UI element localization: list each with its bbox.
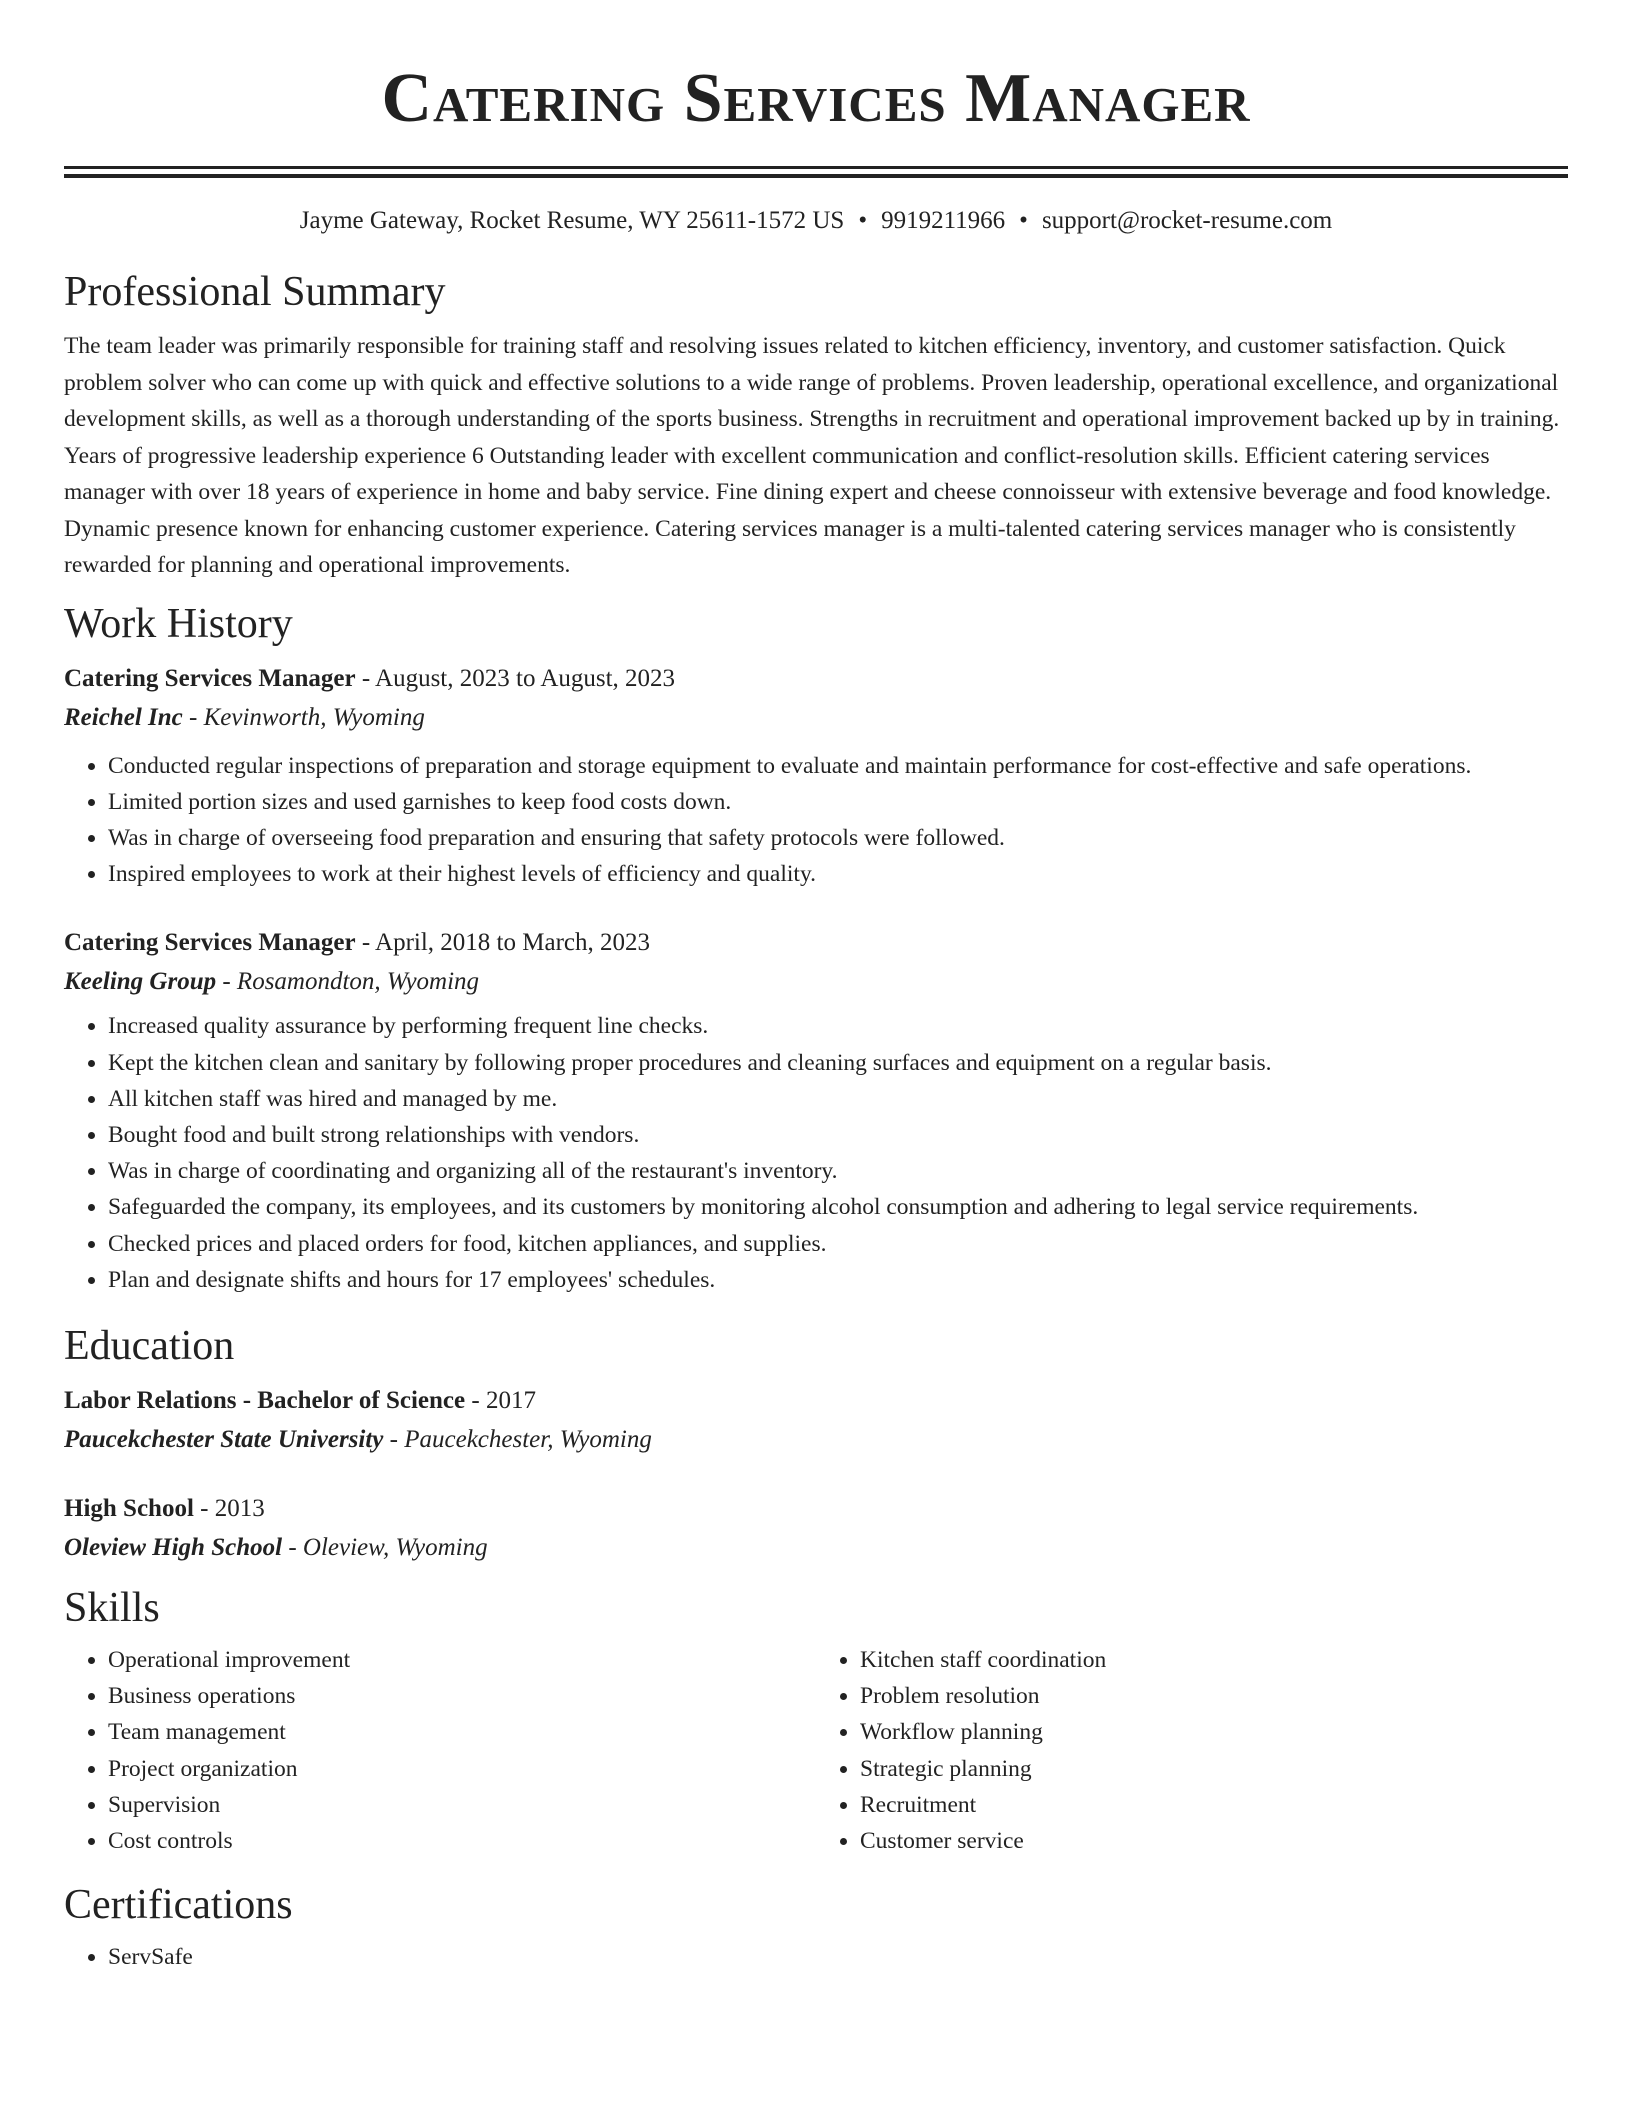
education-degree: High School — [64, 1494, 194, 1522]
skills-list-right — [816, 1642, 1568, 1859]
contact-address: Jayme Gateway, Rocket Resume, WY 25611-1572 US — [299, 207, 845, 234]
summary-text: The team leader was primarily responsible for training staff and resolving issues related to kitchen efficiency, inventory, and customer satisfaction. Quick problem solver who can come up with quick and effective solutions to a wide range of problems. Proven leadership, operational excellence, and organizational development skills, as well as a thorough understanding of the sports business. Strengths in recruitment and operational improvement backed up by in training. Years of progressive leadership experience 6 Outstanding leader with excellent communication and conflict-resolution skills. Efficient catering services manager with over 18 years of experience in home and baby service. Fine dining expert and cheese connoisseur with extensive beverage and food knowledge. Dynamic presence known for enhancing customer experience. Catering services manager is a multi-talented catering services manager who is consistently rewarded for planning and operational improvements. — [64, 333, 1560, 578]
skill-item: • Kitchen staff coordination — [860, 1642, 1568, 1678]
summary-heading: Professional Summary — [64, 269, 446, 315]
job-header — [64, 924, 1568, 962]
job-company: Reichel Inc — [64, 703, 183, 731]
skills-heading: Skills — [64, 1584, 160, 1631]
skill-item: • Customer service — [860, 1823, 1568, 1859]
education-degree-line — [64, 1490, 1568, 1528]
contact-separator: • — [858, 207, 868, 234]
resume-title: Catering Services Manager — [381, 60, 1251, 137]
job-title: Catering Services Manager — [64, 664, 356, 692]
education-year: - 2013 — [200, 1494, 265, 1522]
list-item: • Bought food and built strong relationships with vendors. — [108, 1117, 1568, 1153]
job-location: - Rosamondton, Wyoming — [222, 968, 480, 996]
list-item: • Plan and designate shifts and hours for 17 employees' schedules. — [108, 1262, 1568, 1298]
list-item: • Was in charge of coordinating and organizing all of the restaurant's inventory. — [108, 1153, 1568, 1189]
list-item: • Conducted regular inspections of preparation and storage equipment to evaluate and maintain performance for cost-effective and safe operations. — [108, 748, 1568, 784]
job-dates: - April, 2018 to March, 2023 — [361, 929, 650, 957]
skill-item: • Supervision — [108, 1787, 816, 1823]
job-company-line — [64, 962, 1568, 1002]
skill-item: • Workflow planning — [860, 1714, 1568, 1750]
job-bullets — [64, 748, 1568, 893]
certifications-list — [64, 1939, 1568, 1975]
contact-phone: 9919211966 — [881, 207, 1006, 234]
skill-item: • Business operations — [108, 1678, 816, 1714]
list-item: • Kept the kitchen clean and sanitary by following proper procedures and cleaning surfaces and equipment on a regular basis. — [108, 1045, 1568, 1081]
education-school-line — [64, 1528, 1568, 1568]
job-dates: - August, 2023 to August, 2023 — [361, 664, 676, 692]
list-item: • Checked prices and placed orders for food, kitchen appliances, and supplies. — [108, 1226, 1568, 1262]
certification-item: • ServSafe — [108, 1939, 1568, 1975]
job-header — [64, 660, 1568, 698]
certifications-heading: Certifications — [64, 1882, 293, 1929]
education-heading: Education — [64, 1322, 235, 1369]
job-company-line — [64, 698, 1568, 738]
education-location: - Oleview, Wyoming — [288, 1533, 488, 1561]
education-location: - Paucekchester, Wyoming — [389, 1425, 652, 1453]
education-degree-line — [64, 1382, 1568, 1420]
list-item: • Was in charge of overseeing food preparation and ensuring that safety protocols were followed. — [108, 820, 1568, 856]
job-bullets — [64, 1008, 1568, 1298]
job-entry — [64, 924, 1568, 1298]
education-year: - 2017 — [471, 1386, 536, 1414]
contact-line — [64, 204, 1568, 238]
education-entry — [64, 1382, 1568, 1460]
skill-item: • Problem resolution — [860, 1678, 1568, 1714]
resume-page — [64, 0, 1568, 1975]
work-history-heading: Work History — [64, 600, 293, 647]
skill-item: • Strategic planning — [860, 1751, 1568, 1787]
list-item: • Limited portion sizes and used garnishes to keep food costs down. — [108, 784, 1568, 820]
job-entry — [64, 660, 1568, 893]
education-school: Oleview High School — [64, 1533, 283, 1561]
skill-item: • Project organization — [108, 1751, 816, 1787]
contact-separator: • — [1019, 207, 1028, 234]
skill-item: • Recruitment — [860, 1787, 1568, 1823]
education-school: Paucekchester State University — [64, 1425, 384, 1453]
job-title: Catering Services Manager — [64, 929, 356, 957]
job-location: - Kevinworth, Wyoming — [189, 703, 425, 731]
title-double-rule — [64, 166, 1568, 178]
skill-item: • Operational improvement — [108, 1642, 816, 1678]
job-company: Keeling Group — [64, 968, 217, 996]
education-degree: Labor Relations - Bachelor of Science — [64, 1386, 466, 1414]
skills-list-left — [64, 1642, 816, 1859]
list-item: • Increased quality assurance by performing frequent line checks. — [108, 1008, 1568, 1044]
list-item: • All kitchen staff was hired and managed by me. — [108, 1081, 1568, 1117]
contact-email[interactable]: support@rocket-resume.com — [1041, 207, 1333, 234]
education-entry — [64, 1490, 1568, 1568]
list-item: • Inspired employees to work at their highest levels of efficiency and quality. — [108, 856, 1568, 892]
list-item: • Safeguarded the company, its employees, and its customers by monitoring alcohol consumption and adhering to legal service requirements. — [108, 1189, 1568, 1225]
education-school-line — [64, 1420, 1568, 1460]
skills-columns — [64, 1642, 1568, 1859]
skill-item: • Team management — [108, 1714, 816, 1750]
skill-item: • Cost controls — [108, 1823, 816, 1859]
